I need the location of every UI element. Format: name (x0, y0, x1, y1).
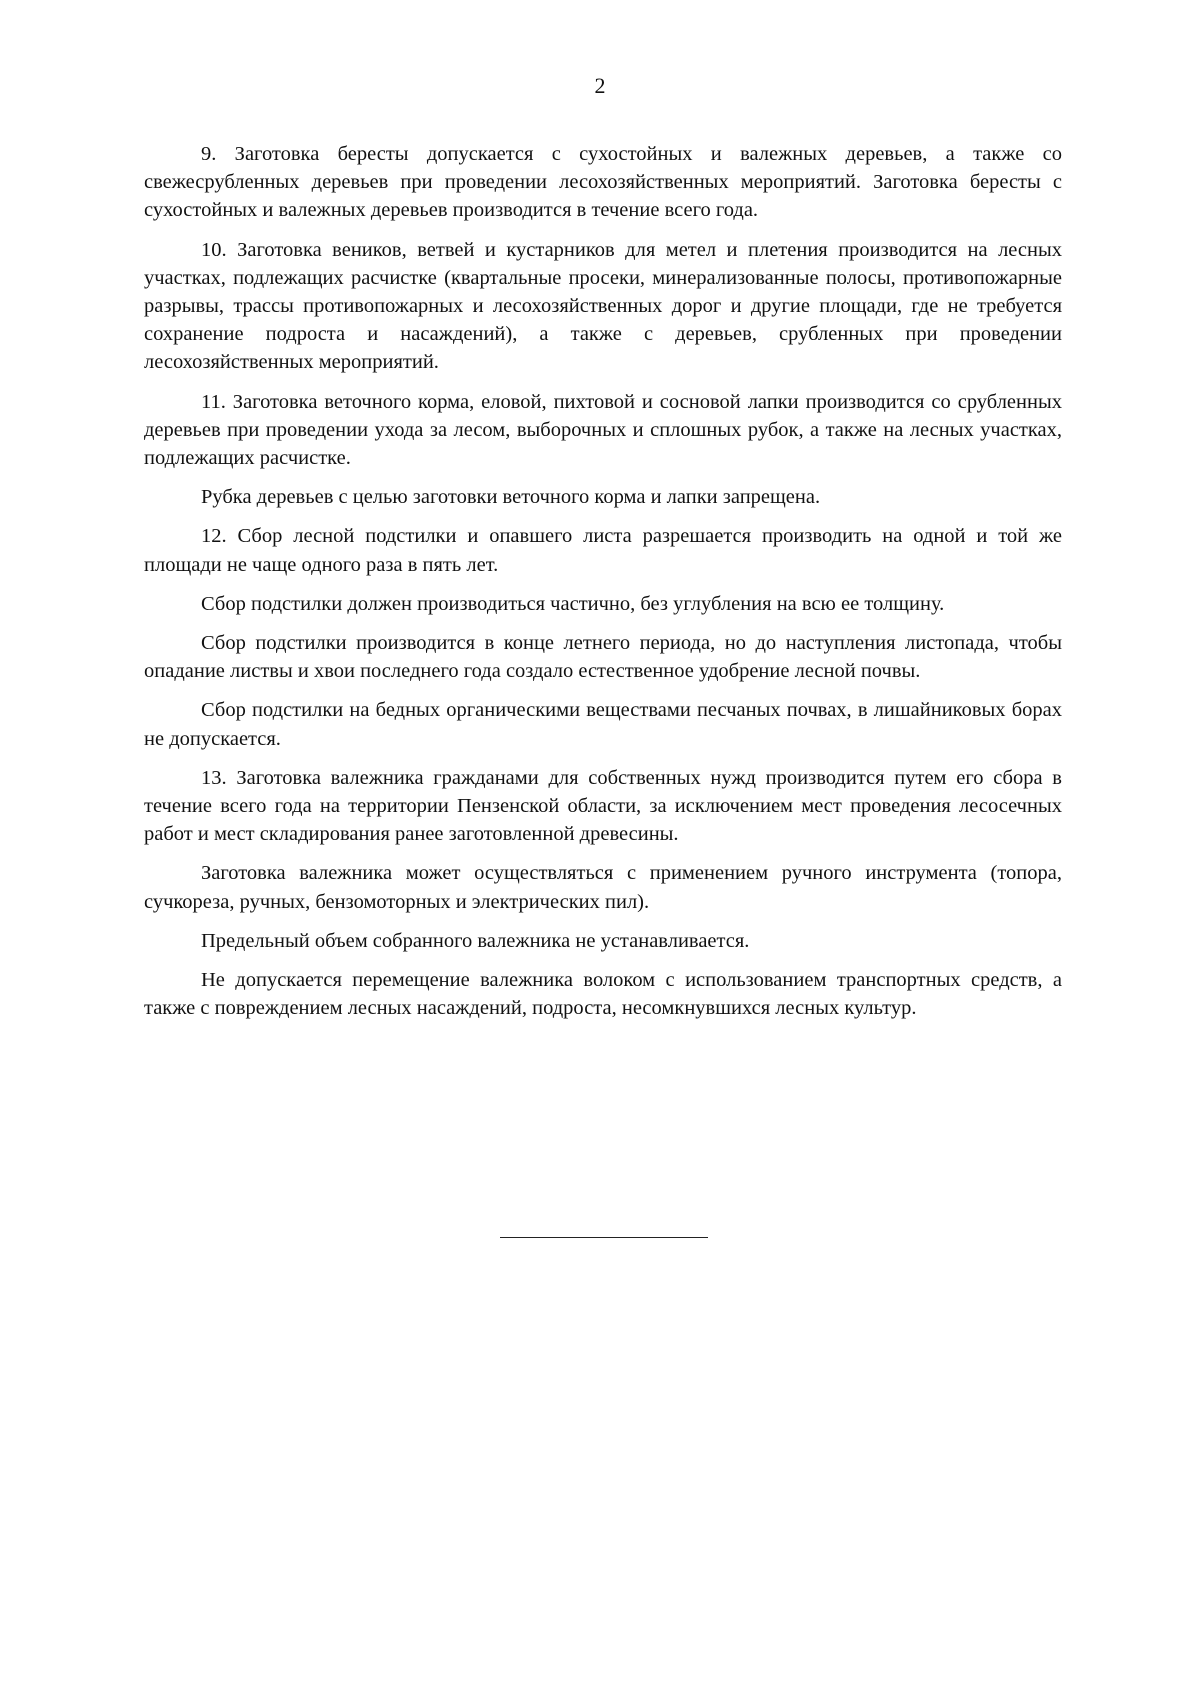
paragraph-felling-prohibition: Рубка деревьев с целью заготовки веточного корма и лапки запрещена. (201, 486, 821, 509)
paragraph-deadwood-transport: Не допускается перемещение валежника волоком с использованием транспортных средств, а также с повреждением лесных насаждений, подроста, несомкнувшихся лесных культур. (144, 969, 1062, 1020)
page-number: 2 (594, 73, 606, 98)
paragraph-deadwood-tools: Заготовка валежника может осуществляться с применением ручного инструмента (топора, сучкореза, ручных, бензомоторных и электрических пил). (144, 862, 1062, 913)
paragraph-item-10-brooms-branches: 10. Заготовка веников, ветвей и кустарников для метел и плетения производится на лесных участках, подлежащих расчистке (квартальные просеки, минерализованные полосы, противопожарные разрывы, трассы противопожарных и лесохозяйственных дорог и другие площади, где не требуется сохранение подроста и насаждений), а также с деревьев, срубленных при проведении лесохозяйственных мероприятий. (144, 238, 1062, 374)
paragraph-deadwood-volume: Предельный объем собранного валежника не устанавливается. (201, 929, 750, 952)
paragraph-item-11-twig-fodder: 11. Заготовка веточного корма, еловой, пихтовой и сосновой лапки производится со срубленных деревьев при проведении ухода за лесом, выборочных и сплошных рубок, а также на лесных участках, подлежащих расчистке. (144, 390, 1062, 470)
paragraph-item-12-litter-collection: 12. Сбор лесной подстилки и опавшего листа разрешается производить на одной и той же площади не чаще одного раза в пять лет. (144, 525, 1062, 576)
end-of-document-line (500, 1237, 708, 1238)
paragraph-litter-timing: Сбор подстилки производится в конце летнего периода, но до наступления листопада, чтобы опадание листвы и хвои последнего года создало естественное удобрение лесной почвы. (144, 632, 1062, 683)
paragraph-litter-restriction: Сбор подстилки на бедных органическими веществами песчаных почвах, в лишайниковых борах не допускается. (144, 699, 1062, 750)
paragraph-litter-partial: Сбор подстилки должен производиться частично, без углубления на всю ее толщину. (201, 592, 945, 615)
paragraph-item-9-birch-bark: 9. Заготовка бересты допускается с сухостойных и валежных деревьев, а также со свежесрубленных деревьев при проведении лесохозяйственных мероприятий. Заготовка бересты с сухостойных и валежных деревьев производится в течение всего года. (144, 143, 1062, 222)
paragraph-item-13-deadwood: 13. Заготовка валежника гражданами для собственных нужд производится путем его сбора в течение всего года на территории Пензенской области, за исключением мест проведения лесосечных работ и мест складирования ранее заготовленной древесины. (144, 766, 1062, 846)
document-body (144, 140, 1062, 1033)
